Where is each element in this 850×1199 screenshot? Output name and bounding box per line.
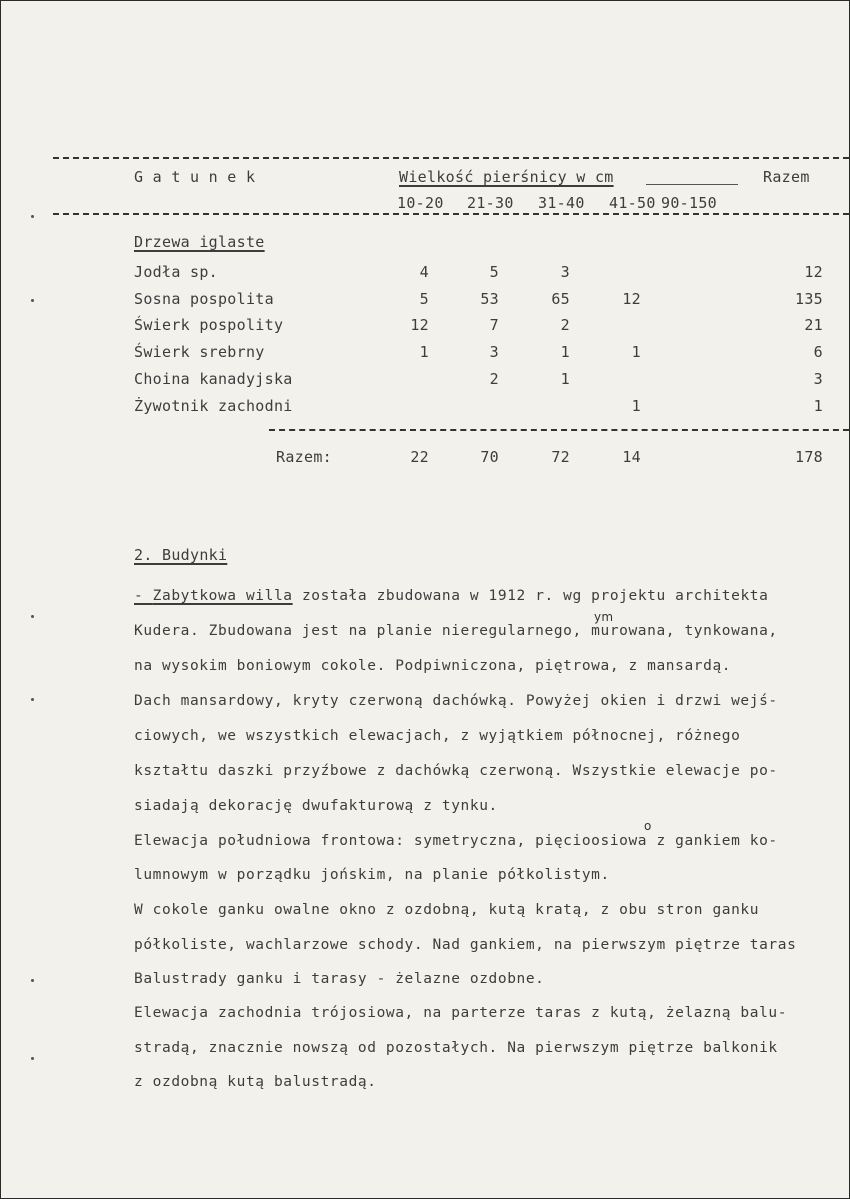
section-drzewa-iglaste: Drzewa iglaste (134, 233, 265, 251)
paragraph-line: ciowych, we wszystkich elewacjach, z wyjątkiem północnej, różnego (134, 728, 741, 744)
row-total: 21 (804, 316, 823, 334)
paragraph-line: Elewacja zachodnia trójosiowa, na parterze taras z kutą, żelazną balu- (134, 1005, 788, 1021)
header-gatunek: G a t u n e k (134, 168, 256, 186)
table-top-rule (53, 157, 849, 159)
cell-value: 1 (419, 343, 429, 361)
species-name: Świerk srebrny (134, 343, 265, 361)
header-wielkosc: Wielkość pierśnicy w cm (399, 168, 614, 186)
cell-value: 1 (631, 397, 641, 415)
cell-value: 65 (551, 290, 570, 308)
sum-label: Razem: (276, 448, 332, 466)
margin-dot (31, 615, 34, 618)
paragraph-line: stradą, znacznie nowszą od pozostałych. Na pierwszym piętrze balkonik (134, 1040, 778, 1056)
margin-dot (31, 299, 34, 302)
sum-total: 178 (795, 448, 823, 466)
row-total: 1 (813, 397, 823, 415)
species-name: Żywotnik zachodni (134, 397, 293, 415)
range-90-150: 90-150 (661, 194, 717, 212)
sum-rule (269, 429, 849, 431)
cell-value: 12 (622, 290, 641, 308)
cell-value: 2 (560, 316, 570, 334)
cell-value: 2 (489, 370, 499, 388)
margin-dot (31, 698, 34, 701)
row-total: 6 (813, 343, 823, 361)
sum-value: 70 (480, 448, 499, 466)
cell-value: 12 (410, 316, 429, 334)
line-rest: została zbudowana w 1912 r. wg projektu architekta (292, 588, 769, 604)
handwritten-correction-o: o (644, 819, 652, 833)
range-31-40: 31-40 (538, 194, 585, 212)
cell-value: 5 (419, 290, 429, 308)
line-prefix: - (134, 588, 153, 604)
cell-value: 5 (489, 263, 499, 281)
section-heading: 2. Budynki (134, 546, 228, 564)
paragraph-line: Balustrady ganku i tarasy - żelazne ozdobne. (134, 971, 545, 987)
margin-dot (31, 979, 34, 982)
handwritten-correction-ym: ym (594, 610, 614, 624)
species-name: Jodła sp. (134, 263, 218, 281)
range-41-50: 41-50 (609, 194, 656, 212)
range-21-30: 21-30 (467, 194, 514, 212)
cell-value: 1 (631, 343, 641, 361)
cell-value: 3 (560, 263, 570, 281)
cell-value: 3 (489, 343, 499, 361)
row-total: 3 (813, 370, 823, 388)
sum-value: 72 (551, 448, 570, 466)
species-name: Choina kanadyjska (134, 370, 293, 388)
row-total: 12 (804, 263, 823, 281)
species-name: Sosna pospolita (134, 290, 274, 308)
header-razem: Razem (763, 168, 810, 186)
paragraph-line: kształtu daszki przyźbowe z dachówką czerwoną. Wszystkie elewacje po- (134, 763, 778, 779)
row-total: 135 (795, 290, 823, 308)
paragraph-line: półkoliste, wachlarzowe schody. Nad gankiem, na pierwszym piętrze taras (134, 937, 797, 953)
cell-value: 7 (489, 316, 499, 334)
paragraph-line (134, 588, 768, 604)
paragraph-line: na wysokim boniowym cokole. Podpiwniczona, piętrowa, z mansardą. (134, 658, 732, 674)
cell-value: 53 (480, 290, 499, 308)
paragraph-line: z ozdobną kutą balustradą. (134, 1074, 377, 1090)
paragraph-line: Kudera. Zbudowana jest na planie nieregularnego, murowana, tynkowana, (134, 623, 778, 639)
header-bottom-rule (53, 213, 849, 215)
line-underlined: Zabytkowa willa (152, 588, 293, 604)
range-10-20: 10-20 (397, 194, 444, 212)
cell-value: 1 (560, 343, 570, 361)
header-subrule (646, 184, 738, 185)
species-name: Świerk pospolity (134, 316, 284, 334)
sum-value: 22 (410, 448, 429, 466)
cell-value: 4 (419, 263, 429, 281)
paragraph-line: lumnowym w porządku jońskim, na planie półkolistym. (134, 867, 610, 883)
sum-value: 14 (622, 448, 641, 466)
paragraph-line: siadają dekorację dwufakturową z tynku. (134, 798, 498, 814)
margin-dot (31, 1057, 34, 1060)
paragraph-line: Elewacja południowa frontowa: symetryczna, pięcioosiowa z gankiem ko- (134, 833, 778, 849)
cell-value: 1 (560, 370, 570, 388)
paragraph-line: Dach mansardowy, kryty czerwoną dachówką. Powyżej okien i drzwi wejś- (134, 693, 778, 709)
margin-dot (31, 215, 34, 218)
paragraph-line: W cokole ganku owalne okno z ozdobną, kutą kratą, z obu stron ganku (134, 902, 760, 918)
